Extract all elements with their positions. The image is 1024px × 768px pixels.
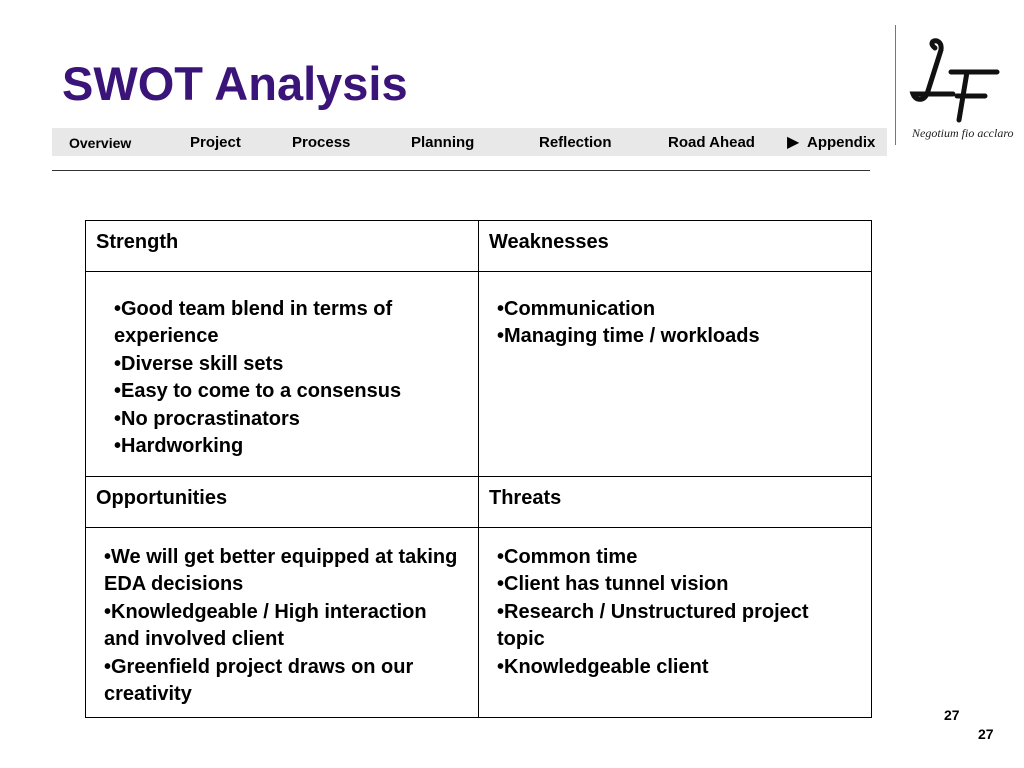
nav-planning[interactable]: Planning [411,134,475,151]
threats-list [479,528,871,681]
swot-table [85,220,872,718]
list-item: •Hardworking [114,435,244,458]
list-item: •Greenfield project draws on our creativity [104,655,414,706]
strength-cell [86,272,479,477]
nav-process[interactable]: Process [292,134,351,151]
list-item: •Knowledgeable client [497,655,709,678]
nav-appendix[interactable]: Appendix [807,134,876,151]
weaknesses-list [479,272,871,351]
opportunities-cell [86,528,479,718]
list-item: •Communication [497,298,656,320]
opportunities-list [86,528,478,708]
threats-cell [479,528,872,718]
weaknesses-header: Weaknesses [479,221,872,272]
page-title: SWOT Analysis [62,57,408,110]
page-number-secondary: 27 [978,726,994,742]
opportunities-header: Opportunities [86,477,479,528]
list-item: •Managing time / workloads [497,325,760,348]
list-item: •Knowledgeable / High interaction and involved client [104,600,427,651]
nav-road-ahead[interactable]: Road Ahead [668,134,755,151]
header-divider [52,170,870,171]
list-item: •Common time [497,546,638,568]
strength-list [86,272,478,460]
list-item: •Diverse skill sets [114,352,284,375]
page-number: 27 [944,707,960,723]
threats-header: Threats [479,477,872,528]
list-item: •Research / Unstructured project topic [497,600,809,651]
weaknesses-cell [479,272,872,477]
list-item: •Easy to come to a consensus [114,380,402,403]
list-item: •Client has tunnel vision [497,573,729,596]
nav-reflection[interactable]: Reflection [539,134,612,151]
logo-motto: Negotium fio acclaro [912,126,1014,140]
nav-overview[interactable]: Overview [69,135,132,151]
list-item: •No procrastinators [114,407,300,430]
strength-header: Strength [86,221,479,272]
list-item: •Good team blend in terms of experience [114,298,393,348]
list-item: •We will get better equipped at taking EDA decisions [104,546,458,596]
logo-divider [895,25,896,145]
nav-project[interactable]: Project [190,134,241,151]
current-section-arrow-icon: ▶ [787,134,800,151]
nav-bar [52,128,887,156]
